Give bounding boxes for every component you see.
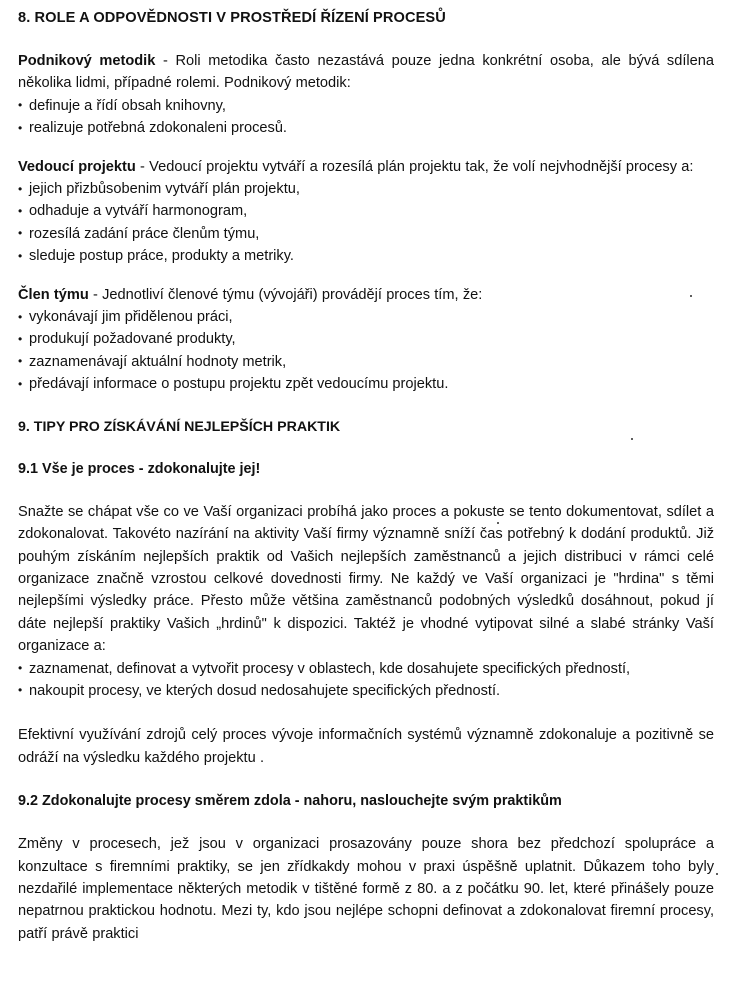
list-item: • nakoupit procesy, ve kterých dosud nedosahujete specifických předností. [18, 680, 714, 702]
heading-section-9-2: 9.2 Zdokonalujte procesy směrem zdola - nahoru, naslouchejte svým praktikům [18, 793, 562, 810]
bullet-list-vedouci [18, 178, 714, 268]
spacer [18, 437, 714, 459]
role-label-clen: Člen týmu [18, 286, 89, 303]
role-label-methodik: Podnikový metodik [18, 53, 156, 69]
list-item: • předávají informace o postupu projektu zpět vedoucímu projektu. [18, 373, 714, 395]
bullet-list-clen [18, 306, 714, 396]
spacer [18, 140, 714, 156]
scan-speck [716, 873, 718, 875]
list-item: • vykonávají jim přidělenou práci, [18, 306, 714, 328]
spacer [18, 28, 714, 50]
heading-section-9-1: 9.1 Vše je proces - zdokonalujte jej! [18, 460, 261, 477]
role-body-methodik: - Roli metodika často nezastává pouze jedna konkrétní osoba, ale bývá sdílena několika lidmi, případné rolemi. Podnikový metodik: [18, 53, 714, 92]
spacer [18, 479, 714, 501]
role-body-vedouci: - Vedoucí projektu vytváří a rozesílá plán projektu tak, že volí nejvhodnější procesy a: [135, 158, 694, 175]
heading-section-8: 8. ROLE A ODPOVĚDNOSTI V PROSTŘEDÍ ŘÍZENÍ PROCESŮ [18, 10, 446, 26]
spacer [18, 769, 714, 791]
list-item: • zaznamenat, definovat a vytvořit procesy v oblastech, kde dosahujete specifických předností, [18, 658, 714, 680]
paragraph-role-methodik [18, 50, 714, 95]
list-item: • odhaduje a vytváří harmonogram, [18, 200, 714, 222]
list-item: • produkují požadované produkty, [18, 328, 714, 350]
list-item: • rozesílá zadání práce členům týmu, [18, 223, 714, 245]
spacer [18, 396, 714, 418]
list-item: • realizuje potřebná zdokonaleni procesů. [18, 117, 714, 139]
spacer [18, 702, 714, 724]
list-item: • jejich přizbůsobenim vytváří plán projektu, [18, 178, 714, 200]
heading-section-9: 9. TIPY PRO ZÍSKÁVÁNÍ NEJLEPŠÍCH PRAKTIK [18, 418, 341, 435]
role-label-vedouci: Vedoucí projektu [18, 158, 136, 175]
spacer [18, 268, 714, 284]
bullet-list-9-1 [18, 658, 714, 703]
role-body-clen: - Jednotliví členové týmu (vývojáři) provádějí proces tím, že: [88, 286, 483, 303]
paragraph-role-vedouci [18, 156, 714, 178]
list-item: • sleduje postup práce, produkty a metriky. [18, 245, 714, 267]
bullet-list-methodik [18, 95, 714, 140]
paragraph-9-1-efektivni: Efektivní využívání zdrojů celý proces vývoje informačních systémů významně zdokonaluje a pozitivně se odráží na výsledku každého projektu . [18, 727, 714, 766]
paragraph-role-clen [18, 284, 714, 306]
paragraph-9-2-intro: Změny v procesech, jež jsou v organizaci prosazovány pouze shora bez předchozí spolupráce a konzultace s firemními praktiky, se jen zřídkakdy mohou v praxi úspěšně uplatnit. Důkazem toho byly nezdařilé implementace některých metodik v tištěné formě z 80. a z počátku 90. let, které přinášely pouze nepatrnou praktickou hodnotu. Mezi ty, kdo jsou nejlépe schopni definovat a zdokonalovat firemní procesy, patří právě praktici [18, 836, 714, 942]
document-content [18, 9, 714, 945]
spacer [18, 811, 714, 833]
list-item: • definuje a řídí obsah knihovny, [18, 95, 714, 117]
paragraph-9-1-intro: Snažte se chápat vše co ve Vaší organizaci probíhá jako proces a pokuste se tento dokumentovat, sdílet a zdokonalovat. Takovéto nazírání na aktivity Vaší firmy významně sníží čas potřebný k dodání produktů. Již pouhým získáním nejlepších praktik od Vašich nejlepších zaměstnanců a jejich distribuci v rámci celé organizace značně vzrostou celkové dovednosti firmy. Ne každý ve Vaší organizaci je "hrdina" s těmi nejlepšími výsledky práce. Přesto může většina zaměstnanců podobných výsledků dosáhnout, pokud jí dáte nejlepší praktiky Vašich „hrdinů" k dispozici. Taktéž je vhodné vytipovat silné a slabé stránky Vaší organizace a: [18, 503, 714, 655]
list-item: • zaznamenávají aktuální hodnoty metrik, [18, 351, 714, 373]
